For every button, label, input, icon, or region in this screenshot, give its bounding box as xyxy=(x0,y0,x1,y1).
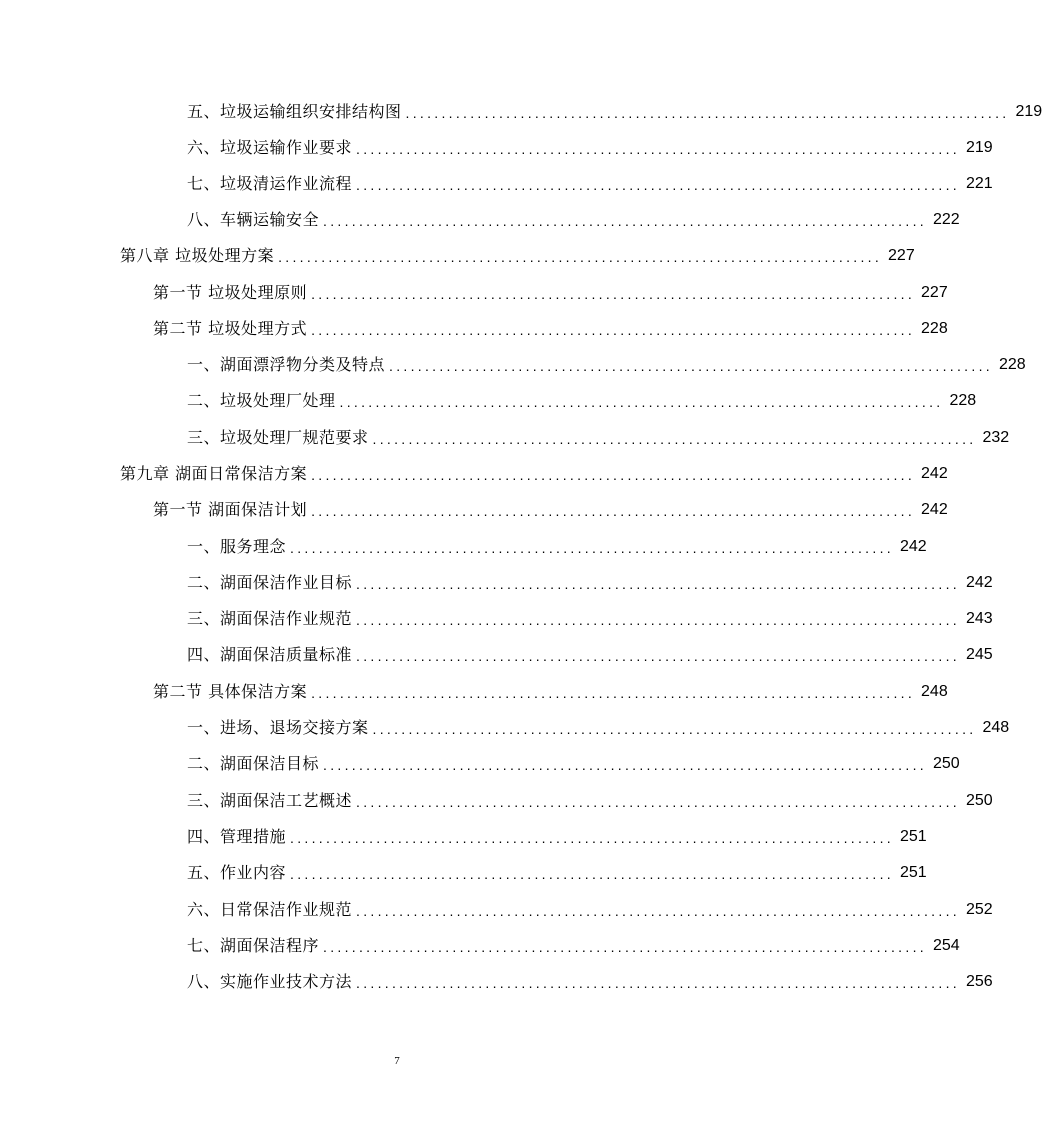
dot-leader: .................................................................................... xyxy=(356,975,960,991)
toc-entry-page: 222 xyxy=(932,211,960,228)
toc-entry-page: 221 xyxy=(965,175,993,192)
toc-entry-page: 242 xyxy=(921,465,948,482)
toc-entry-page: 251 xyxy=(899,828,927,845)
toc-entry-title: 三、垃圾处理厂规范要求 xyxy=(187,428,369,447)
toc-entry[interactable] xyxy=(120,238,915,266)
toc-entry[interactable] xyxy=(187,420,1010,448)
toc-entry-title: 四、湖面保洁质量标准 xyxy=(187,645,353,664)
dot-leader: .................................................................................... xyxy=(356,141,960,157)
toc-entry-title: 第二节 具体保洁方案 xyxy=(153,682,308,701)
toc-entry[interactable] xyxy=(187,746,960,774)
toc-entry-page: 228 xyxy=(998,356,1026,373)
dot-leader: .................................................................................... xyxy=(290,540,894,556)
dot-leader: .................................................................................... xyxy=(372,721,977,737)
toc-entry-title: 八、实施作业技术方法 xyxy=(187,972,353,991)
page-number: 7 xyxy=(394,1055,400,1067)
toc-entry[interactable] xyxy=(187,202,960,230)
dot-leader: .................................................................................... xyxy=(323,213,927,229)
dot-leader: .................................................................................... xyxy=(290,830,894,846)
toc-entry[interactable] xyxy=(187,819,927,847)
dot-leader: .................................................................................... xyxy=(311,467,916,483)
dot-leader: .................................................................................... xyxy=(356,794,960,810)
toc-entry-title: 一、湖面漂浮物分类及特点 xyxy=(187,355,386,374)
toc-entry-page: 227 xyxy=(888,247,915,264)
toc-entry-title: 二、湖面保洁目标 xyxy=(187,754,320,773)
toc-entry-page: 250 xyxy=(965,792,993,809)
toc-entry-title: 五、垃圾运输组织安排结构图 xyxy=(187,102,402,121)
toc-entry-page: 228 xyxy=(921,320,948,337)
toc-entry-title: 第二节 垃圾处理方式 xyxy=(153,319,308,338)
toc-entry-page: 232 xyxy=(982,429,1010,446)
toc-entry[interactable] xyxy=(187,529,927,557)
toc-entry-page: 242 xyxy=(921,501,948,518)
toc-entry-page: 250 xyxy=(932,755,960,772)
toc-entry-title: 三、湖面保洁作业规范 xyxy=(187,609,353,628)
toc-entry-title: 五、作业内容 xyxy=(187,863,287,882)
toc-entry[interactable] xyxy=(187,855,927,883)
dot-leader: .................................................................................... xyxy=(290,866,894,882)
toc-entry-title: 八、车辆运输安全 xyxy=(187,210,320,229)
toc-entry[interactable] xyxy=(153,674,948,702)
toc-entry[interactable] xyxy=(187,710,1010,738)
dot-leader: .................................................................................... xyxy=(311,286,916,302)
toc-entry-title: 一、服务理念 xyxy=(187,537,287,556)
toc-entry-title: 七、垃圾清运作业流程 xyxy=(187,174,353,193)
toc-entry-title: 第一节 垃圾处理原则 xyxy=(153,283,308,302)
toc-entry[interactable] xyxy=(153,311,948,339)
dot-leader: .................................................................................... xyxy=(356,648,960,664)
toc-entry[interactable] xyxy=(187,783,993,811)
dot-leader: .................................................................................... xyxy=(356,903,960,919)
dot-leader: .................................................................................... xyxy=(356,177,960,193)
toc-entry-title: 第九章 湖面日常保洁方案 xyxy=(120,464,308,483)
toc-entry-page: 251 xyxy=(899,864,927,881)
toc-entry-page: 252 xyxy=(965,901,993,918)
toc-entry-page: 219 xyxy=(1015,103,1042,120)
dot-leader: .................................................................................... xyxy=(323,757,927,773)
toc-entry-page: 256 xyxy=(965,973,993,990)
toc-entry-title: 一、进场、退场交接方案 xyxy=(187,718,369,737)
toc-entry-title: 六、垃圾运输作业要求 xyxy=(187,138,353,157)
toc-entry[interactable] xyxy=(187,565,993,593)
toc-entry[interactable] xyxy=(187,130,993,158)
toc-entry-page: 227 xyxy=(921,284,948,301)
toc-entry-title: 第八章 垃圾处理方案 xyxy=(120,246,275,265)
toc-entry-page: 254 xyxy=(932,937,960,954)
toc-entry[interactable] xyxy=(187,964,993,992)
toc-entry[interactable] xyxy=(187,347,1026,375)
toc-entry[interactable] xyxy=(153,275,948,303)
toc-entry-page: 242 xyxy=(965,574,993,591)
dot-leader: .................................................................................... xyxy=(356,612,960,628)
toc-entry-title: 二、湖面保洁作业目标 xyxy=(187,573,353,592)
toc-entry-title: 六、日常保洁作业规范 xyxy=(187,900,353,919)
toc-entry[interactable] xyxy=(187,637,993,665)
toc-entry-title: 二、垃圾处理厂处理 xyxy=(187,391,336,410)
toc-entry[interactable] xyxy=(187,166,993,194)
dot-leader: .................................................................................... xyxy=(356,576,960,592)
toc-entry-title: 第一节 湖面保洁计划 xyxy=(153,500,308,519)
toc-entry-page: 243 xyxy=(965,610,993,627)
toc-entry[interactable] xyxy=(187,383,977,411)
toc-entry[interactable] xyxy=(187,892,993,920)
dot-leader: .................................................................................... xyxy=(405,105,1010,121)
dot-leader: .................................................................................... xyxy=(311,503,916,519)
toc-entry-title: 七、湖面保洁程序 xyxy=(187,936,320,955)
dot-leader: .................................................................................... xyxy=(372,431,977,447)
toc-entry-page: 248 xyxy=(982,719,1010,736)
dot-leader: .................................................................................... xyxy=(311,322,916,338)
dot-leader: .................................................................................... xyxy=(323,939,927,955)
toc-entry[interactable] xyxy=(187,601,993,629)
toc-entry-title: 三、湖面保洁工艺概述 xyxy=(187,791,353,810)
toc-entry-page: 248 xyxy=(921,683,948,700)
dot-leader: .................................................................................... xyxy=(311,685,916,701)
dot-leader: .................................................................................... xyxy=(339,394,944,410)
toc-entry[interactable] xyxy=(187,94,1042,122)
toc-entry-page: 245 xyxy=(965,646,993,663)
dot-leader: .................................................................................... xyxy=(389,358,993,374)
toc-entry-page: 219 xyxy=(965,139,993,156)
toc-entry[interactable] xyxy=(120,456,948,484)
dot-leader: .................................................................................... xyxy=(278,249,883,265)
toc-entry-title: 四、管理措施 xyxy=(187,827,287,846)
toc-entry-page: 242 xyxy=(899,538,927,555)
toc-entry[interactable] xyxy=(153,492,948,520)
toc-entry-page: 228 xyxy=(949,392,977,409)
toc-entry[interactable] xyxy=(187,928,960,956)
